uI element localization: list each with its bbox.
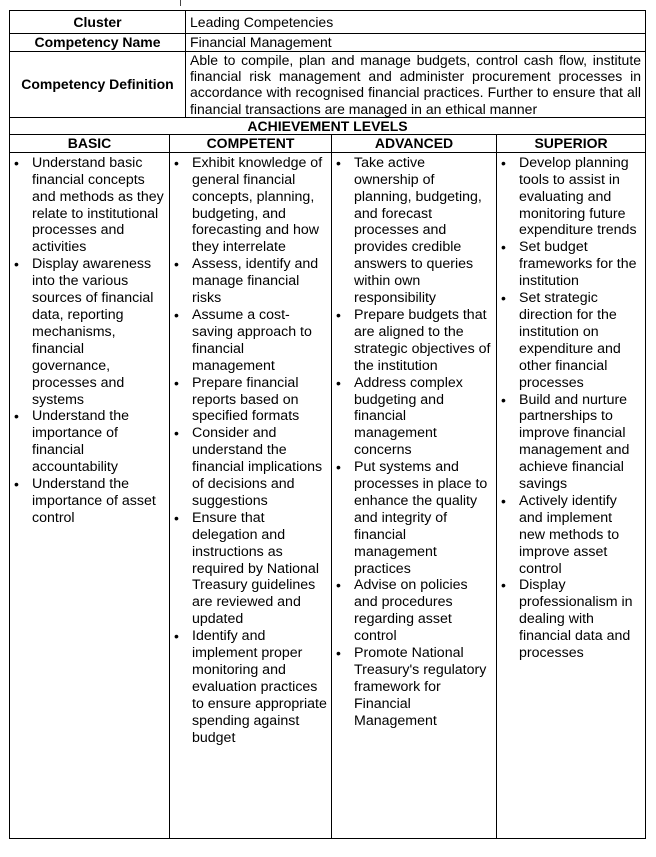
list-item: • Ensure that delegation and instructions as required by National Treasury guidelines are reviewed and updated — [172, 510, 327, 628]
basic-list — [12, 155, 165, 527]
cluster-value: Leading Competencies — [186, 11, 646, 34]
competency-definition-row — [10, 52, 646, 118]
list-item: • Prepare budgets that are aligned to the strategic objectives of the institution — [334, 307, 492, 375]
list-item: • Identify and implement proper monitoring and evaluation practices to ensure appropriate spending against budget — [172, 628, 327, 746]
level-heading-basic: BASIC — [10, 135, 170, 153]
level-heading-advanced: ADVANCED — [332, 135, 497, 153]
list-item: • Display professionalism in dealing with financial data and processes — [499, 577, 641, 662]
level-cell-competent — [170, 152, 332, 838]
list-item: • Exhibit knowledge of general financial concepts, planning, budgeting, and forecasting and how they interrelate — [172, 155, 327, 256]
level-heading-row — [10, 135, 646, 153]
list-item: • Display awareness into the various sources of financial data, reporting mechanisms, financial governance, processes and systems — [12, 256, 165, 408]
level-cell-superior — [497, 152, 646, 838]
competency-name-label: Competency Name — [10, 34, 186, 52]
list-item: • Promote National Treasury's regulatory framework for Financial Management — [334, 645, 492, 730]
competent-list — [172, 155, 327, 747]
achievement-levels-title: ACHIEVEMENT LEVELS — [10, 117, 646, 135]
list-item: • Address complex budgeting and financial management concerns — [334, 375, 492, 460]
competency-definition-value: Able to compile, plan and manage budgets, control cash flow, institute financial risk management and administer procurement processes in accordance with recognised financial practices. Further to ensure that all financial transactions are managed in an ethical manner — [186, 52, 646, 118]
level-heading-competent: COMPETENT — [170, 135, 332, 153]
list-item: • Put systems and processes in place to enhance the quality and integrity of financial management practices — [334, 459, 492, 577]
list-item: • Develop planning tools to assist in evaluating and monitoring future expenditure trends — [499, 155, 641, 240]
list-item: • Understand the importance of financial accountability — [12, 408, 165, 476]
scan-mark — [180, 0, 181, 6]
cluster-label: Cluster — [10, 11, 186, 34]
level-cell-advanced — [332, 152, 497, 838]
list-item: • Consider and understand the financial implications of decisions and suggestions — [172, 425, 327, 510]
list-item: • Assume a cost-saving approach to financial management — [172, 307, 327, 375]
list-item: • Prepare financial reports based on specified formats — [172, 375, 327, 426]
level-heading-superior: SUPERIOR — [497, 135, 646, 153]
competency-name-value: Financial Management — [186, 34, 646, 52]
list-item: • Set strategic direction for the institution on expenditure and other financial processes — [499, 290, 641, 391]
competency-table — [9, 10, 646, 839]
list-item: • Advise on policies and procedures regarding asset control — [334, 577, 492, 645]
list-item: • Build and nurture partnerships to improve financial management and achieve financial savings — [499, 392, 641, 493]
list-item: • Assess, identify and manage financial risks — [172, 256, 327, 307]
level-content-row — [10, 152, 646, 838]
cluster-row — [10, 11, 646, 34]
list-item: • Understand the importance of asset control — [12, 476, 165, 527]
list-item: • Understand basic financial concepts and methods as they relate to institutional processes and activities — [12, 155, 165, 256]
list-item: • Set budget frameworks for the institution — [499, 239, 641, 290]
list-item: • Take active ownership of planning, budgeting, and forecast processes and provides credible answers to queries within own responsibility — [334, 155, 492, 307]
competency-name-row — [10, 34, 646, 52]
competency-definition-label: Competency Definition — [10, 52, 186, 118]
advanced-list — [334, 155, 492, 730]
level-cell-basic — [10, 152, 170, 838]
achievement-title-row — [10, 117, 646, 135]
superior-list — [499, 155, 641, 662]
list-item: • Actively identify and implement new methods to improve asset control — [499, 493, 641, 578]
